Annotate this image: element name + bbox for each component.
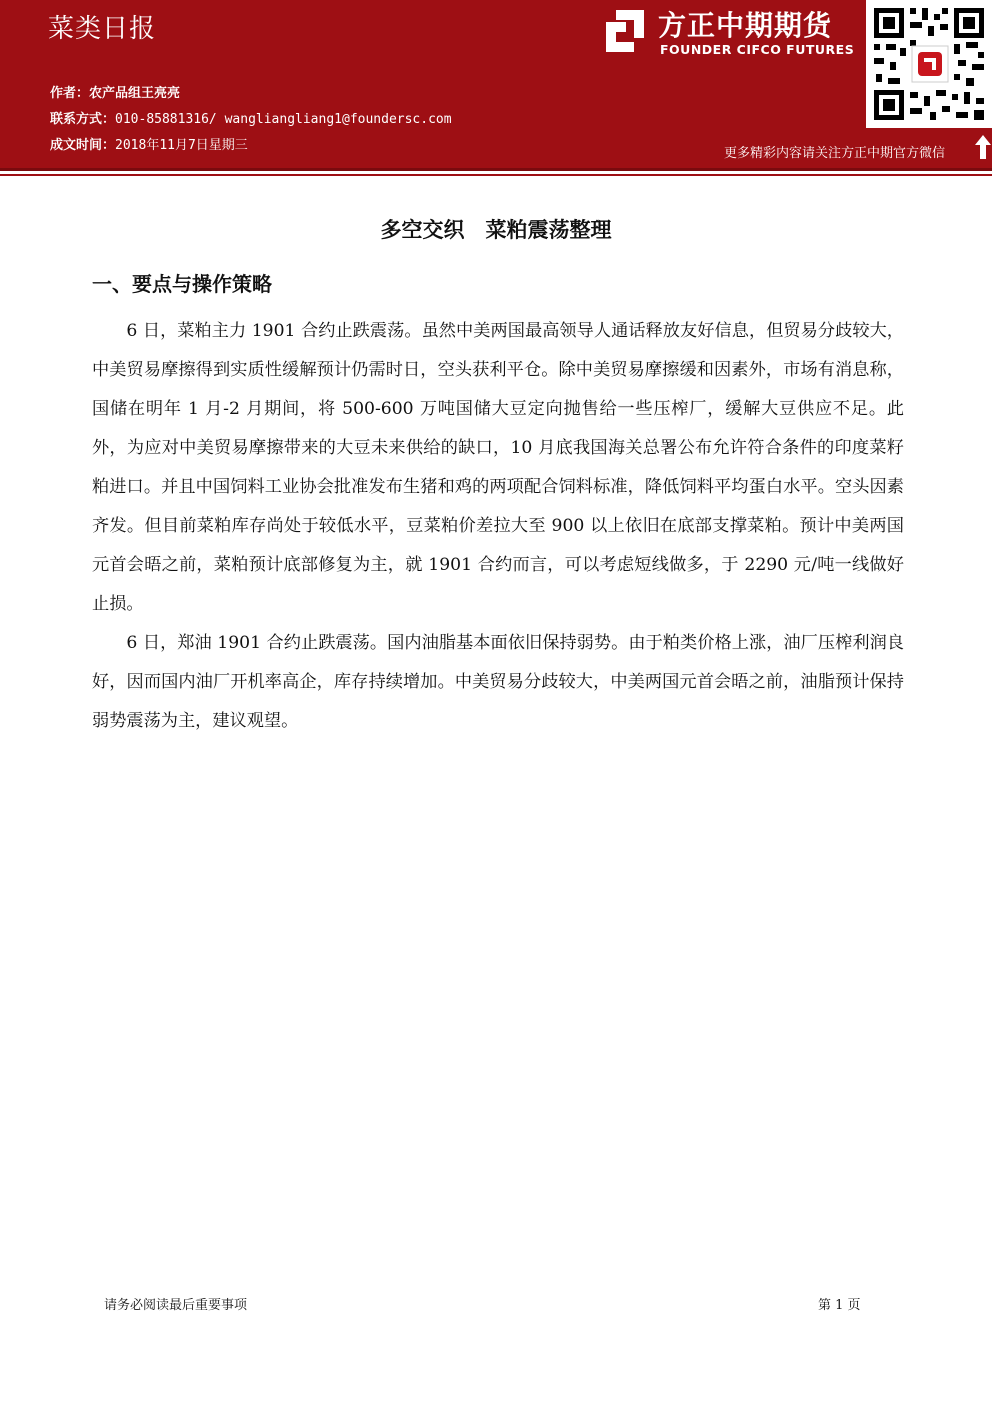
report-title: 多空交织 菜粕震荡整理 [380, 218, 612, 242]
brand-name-en: FOUNDER CIFCO FUTURES [660, 42, 855, 57]
contact-value: 010-85881316/ wangliangliang1@foundersc.com [115, 112, 452, 127]
paragraph-rapeseed-meal: 6 日，菜粕主力 1901 合约止跌震荡。虽然中美两国最高领导人通话释放友好信息，但贸易分歧较大，中美贸易摩擦得到实质性缓解预计仍需时日，空头获利平仓。除中美贸易摩擦缓和因素外，市场有消息称，国储在明年 1 月-2 月期间，将 500-600 万吨国储大豆定向抛售给一些压榨厂，缓解大豆供应不足。此外，为应对中美贸易摩擦带来的大豆未来供给的缺口，10 月底我国海关总署公布允许符合条件的印度菜籽粕进口。并且中国饲料工业协会批准发布生猪和鸡的两项配合饲料标准，降低饲料平均蛋白水平。空头因素齐发。但目前菜粕库存尚处于较低水平，豆菜粕价差拉大至 900 以上依旧在底部支撑菜粕。预计中美两国元首会晤之前，菜粕预计底部修复为主，就 1901 合约而言，可以考虑短线做多，于 2290 元/吨一线做好止损。 [92, 321, 904, 614]
date-label: 成文时间： [50, 138, 116, 153]
header-divider [0, 168, 992, 171]
page-number: 第 1 页 [818, 1298, 861, 1313]
qr-code-icon [866, 0, 992, 128]
wechat-qr-code [866, 0, 992, 128]
section-heading: 一、要点与操作策略 [92, 272, 272, 296]
date-line [50, 134, 248, 153]
contact-line [50, 108, 452, 127]
footer-notice: 请务必阅读最后重要事项 [104, 1298, 248, 1313]
report-body [92, 312, 904, 741]
report-type: 菜类日报 [48, 14, 157, 44]
brand-name-cn: 方正中期期货 [658, 9, 833, 42]
author-label: 作者： [50, 86, 90, 101]
header-divider-thin [0, 174, 992, 176]
paragraph-rapeseed-oil: 6 日，郑油 1901 合约止跌震荡。国内油脂基本面依旧保持弱势。由于粕类价格上涨，油厂压榨利润良好，因而国内油厂开机率高企，库存持续增加。中美贸易分歧较大，中美两国元首会晤之前，油脂预计保持弱势震荡为主，建议观望。 [92, 633, 904, 731]
date-value: 2018年11月7日星期三 [115, 138, 248, 153]
contact-label: 联系方式： [50, 112, 116, 127]
follow-wechat-text: 更多精彩内容请关注方正中期官方微信 [724, 146, 946, 161]
author-line [50, 82, 180, 101]
author-name: 农产品组王亮亮 [89, 86, 181, 101]
founder-logo-icon [604, 8, 646, 54]
arrow-up-icon [974, 134, 992, 160]
